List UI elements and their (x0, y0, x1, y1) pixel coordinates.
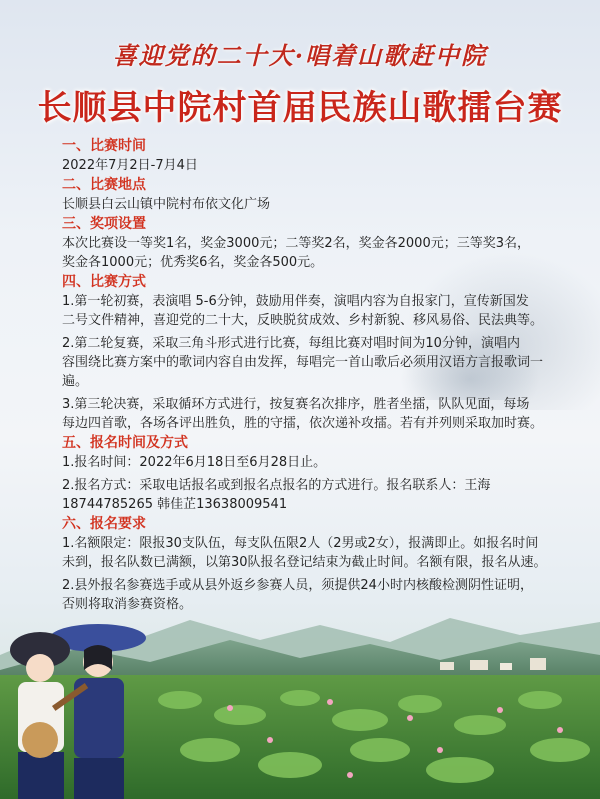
section-text: 未到，报名队数已满额，以第30队报名登记结束为截止时间。名额有限，报名从速。 (62, 555, 547, 570)
section-text: 2022年7月2日-7月4日 (62, 158, 198, 173)
section-text: 18744785265 韩佳芷13638009541 (62, 497, 288, 512)
rules-content (62, 136, 562, 614)
section-text: 3.第三轮决赛，采取循环方式进行，按复赛名次排序，胜者坐擂，队队见面，每场 (62, 397, 530, 412)
section-text: 1.报名时间：2022年6月18日至6月28日止。 (62, 455, 327, 470)
section-text: 长顺县白云山镇中院村布依文化广场 (62, 197, 271, 212)
section-heading-awards: 三、奖项设置 (62, 216, 146, 232)
section-text: 2.报名方式：采取电话报名或到报名点报名的方式进行。报名联系人：王海 (62, 478, 491, 493)
poster-subtitle: 喜迎党的二十大·唱着山歌赶中院 (112, 41, 488, 70)
section-text: 2.第二轮复赛，采取三角斗形式进行比赛，每组比赛对唱时间为10分钟，演唱内 (62, 336, 520, 351)
section-text: 本次比赛设一等奖1名，奖金3000元；二等奖2名，奖金各2000元；三等奖3名， (62, 236, 530, 251)
section-text: 容围绕比赛方案中的歌词内容自由发挥，每唱完一首山歌后必须用汉语方言报歌词一 (62, 355, 544, 370)
section-heading-requirements: 六、报名要求 (62, 516, 146, 532)
section-text: 每边四首歌，各场各评出胜负，胜的守擂，依次递补攻擂。若有并列则采取加时赛。 (62, 416, 544, 431)
section-heading-registration: 五、报名时间及方式 (62, 435, 188, 451)
poster-title: 长顺县中院村首届民族山歌擂台赛 (37, 88, 563, 128)
section-text: 二号文件精神，喜迎党的二十大，反映脱贫成效、乡村新貌、移风易俗、民法典等。 (62, 313, 544, 328)
section-text: 否则将取消参赛资格。 (62, 597, 193, 612)
section-text: 遍。 (62, 374, 89, 389)
section-heading-format: 四、比赛方式 (62, 274, 146, 290)
section-text: 2.县外报名参赛选手或从县外返乡参赛人员，须提供24小时内核酸检测阴性证明， (62, 578, 533, 593)
section-text: 奖金各1000元；优秀奖6名，奖金各500元。 (62, 255, 324, 270)
singer-illustration (0, 610, 160, 799)
section-heading-time: 一、比赛时间 (62, 138, 146, 154)
section-text: 1.第一轮初赛，表演唱 5-6分钟，鼓励用伴奏，演唱内容为自报家门，宣传新国发 (62, 294, 529, 309)
section-heading-location: 二、比赛地点 (62, 177, 146, 193)
section-text: 1.名额限定：限报30支队伍，每支队伍限2人（2男或2女），报满即止。如报名时间 (62, 536, 539, 551)
